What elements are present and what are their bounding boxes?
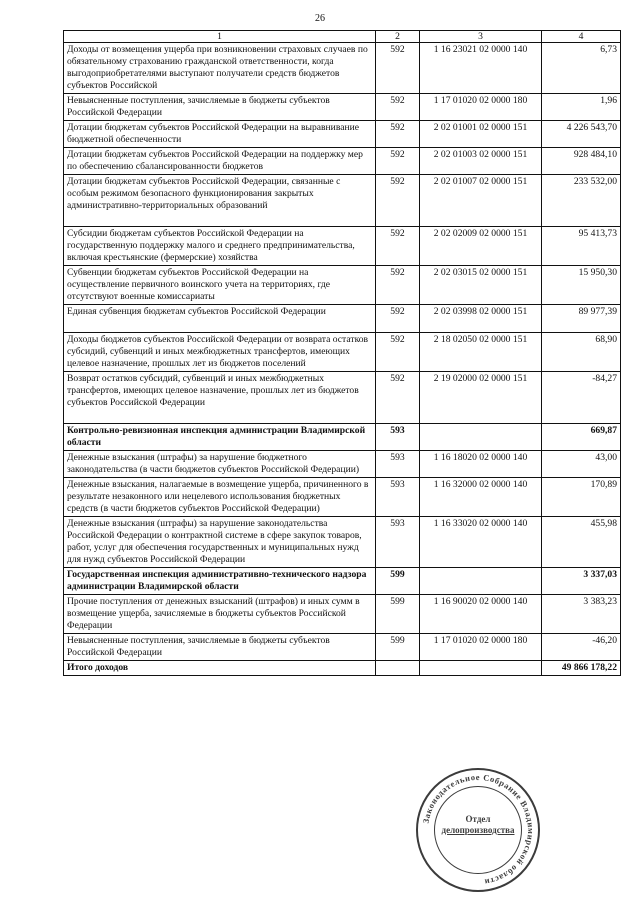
cell-amount: 6,73 xyxy=(542,43,621,94)
cell-amount: 669,87 xyxy=(542,424,621,451)
cell-kbk: 1 17 01020 02 0000 180 xyxy=(420,94,542,121)
table-row xyxy=(64,661,621,676)
table-row xyxy=(64,478,621,517)
table-header-row xyxy=(64,31,621,43)
cell-kbk: 2 02 01007 02 0000 151 xyxy=(420,175,542,227)
table-row xyxy=(64,595,621,634)
cell-name: Денежные взыскания, налагаемые в возмещение ущерба, причиненного в результате незаконного или нецелевого использования бюджетных средств (в части бюджетов субъектов Российской Федерации) xyxy=(64,478,376,517)
table-row xyxy=(64,148,621,175)
table-row xyxy=(64,227,621,266)
table-row xyxy=(64,634,621,661)
column-header-code: 2 xyxy=(376,31,420,43)
office-stamp xyxy=(416,768,540,892)
table-row xyxy=(64,517,621,568)
cell-code xyxy=(376,661,420,676)
cell-amount: 49 866 178,22 xyxy=(542,661,621,676)
stamp-center-line1: Отдел xyxy=(465,814,491,824)
cell-code: 592 xyxy=(376,266,420,305)
cell-code: 592 xyxy=(376,94,420,121)
cell-kbk: 2 02 02009 02 0000 151 xyxy=(420,227,542,266)
cell-name: Единая субвенция бюджетам субъектов Российской Федерации xyxy=(64,305,376,333)
table-row xyxy=(64,94,621,121)
table-row xyxy=(64,424,621,451)
cell-amount: 15 950,30 xyxy=(542,266,621,305)
cell-kbk: 2 19 02000 02 0000 151 xyxy=(420,372,542,424)
cell-kbk xyxy=(420,568,542,595)
cell-code: 593 xyxy=(376,478,420,517)
cell-name: Субвенции бюджетам субъектов Российской Федерации на осуществление первичного воинского учета на территориях, где отсутствуют военные комиссариаты xyxy=(64,266,376,305)
table-row xyxy=(64,121,621,148)
cell-amount: 68,90 xyxy=(542,333,621,372)
cell-name: Невыясненные поступления, зачисляемые в бюджеты субъектов Российской Федерации xyxy=(64,94,376,121)
revenue-table xyxy=(63,30,621,676)
cell-code: 592 xyxy=(376,333,420,372)
cell-name: Итого доходов xyxy=(64,661,376,676)
cell-kbk xyxy=(420,661,542,676)
cell-kbk: 2 02 03015 02 0000 151 xyxy=(420,266,542,305)
cell-name: Дотации бюджетам субъектов Российской Федерации, связанные с особым режимом безопасного функционирования закрытых административно-территориальных образований xyxy=(64,175,376,227)
cell-amount: -46,20 xyxy=(542,634,621,661)
table-row xyxy=(64,305,621,333)
cell-name: Субсидии бюджетам субъектов Российской Федерации на государственную поддержку малого и среднего предпринимательства, включая крестьянские (фермерские) хозяйства xyxy=(64,227,376,266)
cell-kbk: 1 17 01020 02 0000 180 xyxy=(420,634,542,661)
cell-kbk: 1 16 33020 02 0000 140 xyxy=(420,517,542,568)
cell-kbk: 1 16 90020 02 0000 140 xyxy=(420,595,542,634)
cell-name: Контрольно-ревизионная инспекция администрации Владимирской области xyxy=(64,424,376,451)
column-header-kbk: 3 xyxy=(420,31,542,43)
cell-code: 592 xyxy=(376,148,420,175)
cell-kbk: 2 02 03998 02 0000 151 xyxy=(420,305,542,333)
cell-kbk: 2 18 02050 02 0000 151 xyxy=(420,333,542,372)
table-row xyxy=(64,43,621,94)
cell-code: 592 xyxy=(376,227,420,266)
cell-name: Возврат остатков субсидий, субвенций и иных межбюджетных трансфертов, имеющих целевое назначение, прошлых лет из бюджетов субъектов Российской Федерации xyxy=(64,372,376,424)
stamp-center xyxy=(418,814,538,836)
cell-name: Денежные взыскания (штрафы) за нарушение законодательства Российской Федерации о контрактной системе в сфере закупок товаров, работ, услуг для обеспечения государственных и муниципальных нужд для нужд субъектов Российской Федерации xyxy=(64,517,376,568)
cell-code: 592 xyxy=(376,175,420,227)
cell-kbk: 1 16 18020 02 0000 140 xyxy=(420,451,542,478)
cell-name: Государственная инспекция административно-технического надзора администрации Владимирской области xyxy=(64,568,376,595)
cell-name: Доходы бюджетов субъектов Российской Федерации от возврата остатков субсидий, субвенций и иных межбюджетных трансфертов, имеющих целевое назначение, прошлых лет из бюджетов поселений xyxy=(64,333,376,372)
cell-kbk: 1 16 23021 02 0000 140 xyxy=(420,43,542,94)
cell-amount: 89 977,39 xyxy=(542,305,621,333)
cell-amount: 1,96 xyxy=(542,94,621,121)
stamp-center-line2: делопроизводства xyxy=(441,825,515,835)
cell-code: 593 xyxy=(376,424,420,451)
table-row xyxy=(64,175,621,227)
cell-code: 593 xyxy=(376,517,420,568)
cell-amount: -84,27 xyxy=(542,372,621,424)
cell-code: 593 xyxy=(376,451,420,478)
cell-amount: 455,98 xyxy=(542,517,621,568)
cell-name: Прочие поступления от денежных взысканий (штрафов) и иных сумм в возмещение ущерба, зачисляемые в бюджеты субъектов Российской Федерации xyxy=(64,595,376,634)
cell-name: Денежные взыскания (штрафы) за нарушение бюджетного законодательства (в части бюджетов субъектов Российской Федерации) xyxy=(64,451,376,478)
table-row xyxy=(64,333,621,372)
cell-amount: 170,89 xyxy=(542,478,621,517)
column-header-amount: 4 xyxy=(542,31,621,43)
column-header-name: 1 xyxy=(64,31,376,43)
cell-amount: 4 226 543,70 xyxy=(542,121,621,148)
cell-name: Невыясненные поступления, зачисляемые в бюджеты субъектов Российской Федерации xyxy=(64,634,376,661)
cell-code: 599 xyxy=(376,568,420,595)
cell-name: Дотации бюджетам субъектов Российской Федерации на выравнивание бюджетной обеспеченности xyxy=(64,121,376,148)
cell-amount: 95 413,73 xyxy=(542,227,621,266)
cell-code: 592 xyxy=(376,305,420,333)
svg-text:Законодательное Собрание Влади xyxy=(420,772,536,888)
cell-amount: 233 532,00 xyxy=(542,175,621,227)
cell-kbk xyxy=(420,424,542,451)
cell-name: Дотации бюджетам субъектов Российской Федерации на поддержку мер по обеспечению сбалансированности бюджетов xyxy=(64,148,376,175)
cell-kbk: 1 16 32000 02 0000 140 xyxy=(420,478,542,517)
cell-amount: 3 383,23 xyxy=(542,595,621,634)
cell-code: 592 xyxy=(376,43,420,94)
cell-amount: 43,00 xyxy=(542,451,621,478)
cell-code: 599 xyxy=(376,634,420,661)
table-body xyxy=(64,43,621,676)
cell-amount: 928 484,10 xyxy=(542,148,621,175)
page-number: 26 xyxy=(315,13,325,24)
cell-code: 592 xyxy=(376,372,420,424)
cell-kbk: 2 02 01003 02 0000 151 xyxy=(420,148,542,175)
table-row xyxy=(64,568,621,595)
stamp-ring-text xyxy=(418,770,538,890)
table-row xyxy=(64,372,621,424)
cell-code: 599 xyxy=(376,595,420,634)
stamp-inner-ring xyxy=(434,786,522,874)
cell-kbk: 2 02 01001 02 0000 151 xyxy=(420,121,542,148)
cell-code: 592 xyxy=(376,121,420,148)
table-row xyxy=(64,266,621,305)
cell-name: Доходы от возмещения ущерба при возникновении страховых случаев по обязательному страхованию гражданской ответственности, когда выгодоприобретателями выступают получатели средств бюджетов субъектов Российской xyxy=(64,43,376,94)
stamp-ring-label: Законодательное Собрание Владимирской области xyxy=(420,771,537,888)
table-row xyxy=(64,451,621,478)
cell-amount: 3 337,03 xyxy=(542,568,621,595)
